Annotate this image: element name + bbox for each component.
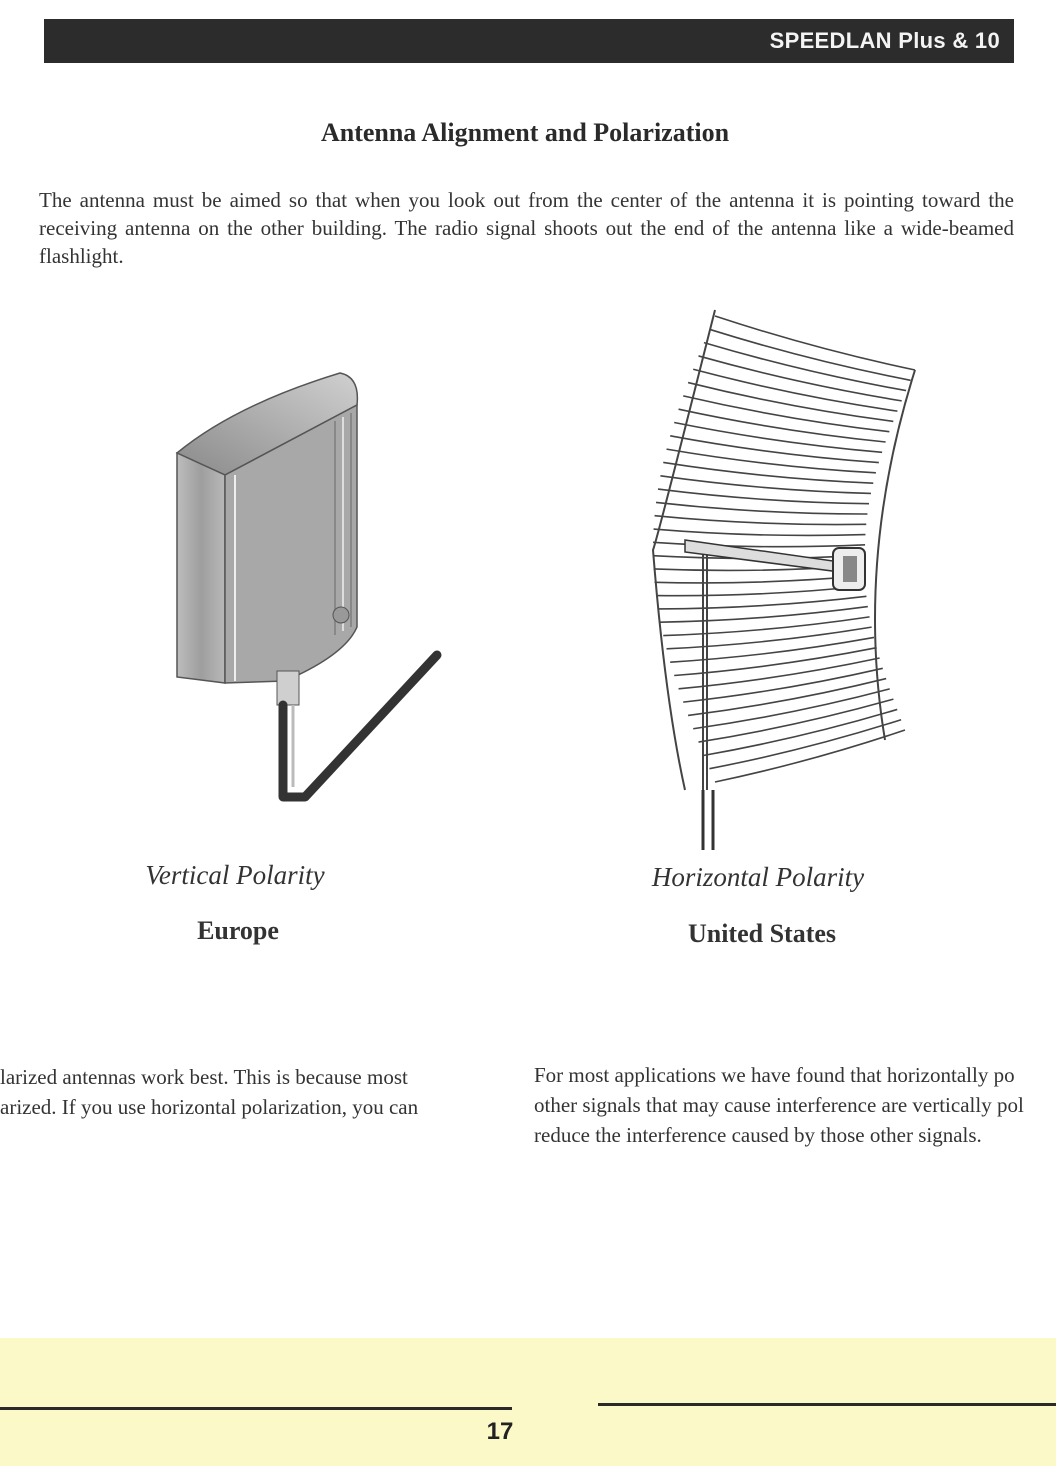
grid-bar xyxy=(699,699,894,742)
grid-bar xyxy=(709,720,901,769)
header-title: SPEEDLAN Plus & 10 xyxy=(769,28,1000,53)
left-column-text xyxy=(0,1062,470,1122)
grid-bar xyxy=(655,516,867,525)
page-title: Antenna Alignment and Polarization xyxy=(320,118,730,147)
grid-bar xyxy=(679,409,886,442)
grid-bar xyxy=(658,596,866,609)
footer-rule-right xyxy=(598,1403,1056,1406)
grid-bar xyxy=(688,383,893,422)
right-line-1: For most applications we have found that horizontally po xyxy=(534,1063,1015,1087)
grid-bar xyxy=(658,489,869,504)
right-line-2: other signals that may cause interference are vertically pol xyxy=(534,1093,1024,1117)
grid-antenna-icon xyxy=(645,300,925,850)
footer-band xyxy=(0,1338,1056,1466)
grid-bar xyxy=(660,476,871,494)
grid-bar xyxy=(654,529,866,535)
left-line-2: arized. If you use horizontal polarization, you can xyxy=(0,1095,419,1119)
page-number: 17 xyxy=(486,1418,514,1445)
grid-bar xyxy=(704,343,906,391)
region-united-states: United States xyxy=(687,919,837,948)
right-line-3: reduce the interference caused by those other signals. xyxy=(534,1123,982,1147)
grid-bar xyxy=(679,658,880,689)
right-column-text xyxy=(534,1060,1056,1150)
intro-paragraph: The antenna must be aimed so that when you look out from the center of the antenna it is pointing toward the receiving antenna on the other building. The radio signal shoots out the end of the antenna like a wide-beamed flashlight. xyxy=(39,188,1014,268)
panel-antenna-icon xyxy=(165,365,455,815)
grid-bar xyxy=(667,449,876,473)
grid-bar xyxy=(715,730,905,782)
header-bar xyxy=(44,19,1014,63)
grid-bar xyxy=(715,316,915,370)
grid-bar xyxy=(709,329,910,380)
grid-bar xyxy=(656,502,867,514)
footer-rule-left xyxy=(0,1407,512,1410)
grid-bar xyxy=(683,396,889,432)
grid-bar xyxy=(667,627,872,649)
caption-vertical-polarity: Vertical Polarity xyxy=(145,860,325,890)
left-line-1: larized antennas work best. This is because most xyxy=(0,1065,408,1089)
region-europe: Europe xyxy=(197,916,279,945)
caption-horizontal-polarity: Horizontal Polarity xyxy=(651,862,865,892)
